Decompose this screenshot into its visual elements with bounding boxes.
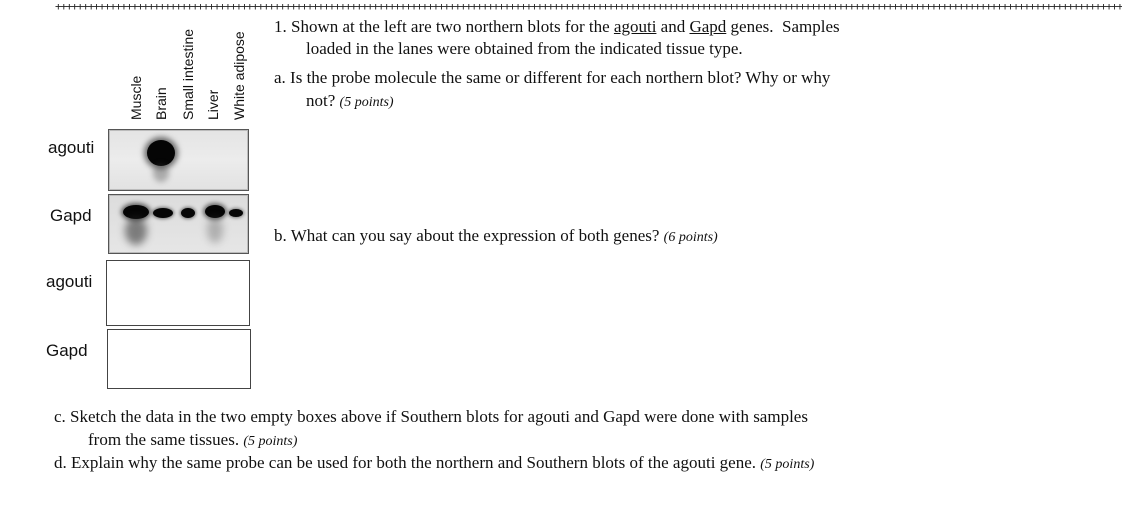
gapd-smear-liver: [207, 217, 223, 243]
part-b-points: (6 points): [663, 230, 718, 245]
question-1-line-2: loaded in the lanes were obtained from the indicated tissue type.: [306, 39, 743, 58]
part-d-points: (5 points): [760, 457, 815, 472]
part-a-text: Is the probe molecule the same or different for each northern blot? Why or why: [290, 68, 831, 87]
gapd-smear-muscle: [125, 217, 147, 245]
lane-label-liver: Liver: [205, 89, 221, 120]
agouti-northern-blot: [108, 129, 249, 191]
lane-label-small-intestine: Small intestine: [180, 28, 196, 120]
part-c-label: c.: [54, 407, 66, 426]
gapd-southern-label: Gapd: [46, 341, 88, 360]
agouti-southern-sketch-box[interactable]: [106, 260, 250, 326]
agouti-smear-brain: [153, 164, 169, 182]
lane-label-brain: Brain: [153, 87, 169, 120]
gapd-band-white-adipose: [229, 209, 243, 217]
plus-border: +++++++++++++++++++++++++++++++++++++++++++++++++++++++++++++++++++++++++++++++++++++++++++++++++++++++++++++++++++++++++++++++++++++++++++++++++++++++++++++++++++++++++++++++++++++++++++++++++++: [55, 0, 1122, 13]
part-d-label: d.: [54, 453, 67, 472]
question-1-number: 1.: [274, 17, 287, 36]
part-b-text: What can you say about the expression of both genes?: [290, 226, 660, 245]
agouti-band-brain: [147, 140, 175, 166]
gapd-northern-blot: [108, 194, 249, 254]
part-c-line-1: [54, 406, 808, 428]
part-a-line-1: [274, 67, 830, 89]
gapd-southern-sketch-box[interactable]: [107, 329, 251, 389]
agouti-gene-name: agouti: [613, 17, 657, 36]
part-c-line-2: [88, 429, 297, 453]
part-a-text-end: not?: [306, 91, 336, 110]
agouti-southern-label: agouti: [46, 272, 93, 291]
question-1-and: and: [656, 17, 690, 36]
question-1-text-end: genes. Samples: [726, 17, 840, 36]
lane-label-white-adipose: White adipose: [231, 31, 247, 120]
gapd-band-brain: [153, 208, 173, 218]
gapd-northern-label: Gapd: [50, 206, 92, 225]
part-a-points: (5 points): [339, 95, 394, 110]
question-1-text: Shown at the left are two northern blots for the: [291, 17, 614, 36]
gapd-gene-name: Gapd: [689, 17, 727, 36]
part-a-label: a.: [274, 68, 286, 87]
agouti-northern-label: agouti: [48, 138, 95, 157]
part-b-line: [274, 225, 718, 249]
part-c-points: (5 points): [243, 434, 298, 449]
part-b-label: b.: [274, 226, 287, 245]
part-c-text: Sketch the data in the two empty boxes above if Southern blots for agouti and Gapd were done with samples: [70, 407, 808, 426]
part-d-text: Explain why the same probe can be used for both the northern and Southern blots of the agouti gene.: [71, 453, 757, 472]
gapd-band-small-intestine: [181, 208, 195, 218]
part-a-line-2: [306, 90, 394, 114]
question-1-line-1: [274, 16, 840, 38]
lane-label-muscle: Muscle: [128, 75, 144, 120]
part-d-line: [54, 452, 814, 476]
part-c-text-end: from the same tissues.: [88, 430, 240, 449]
